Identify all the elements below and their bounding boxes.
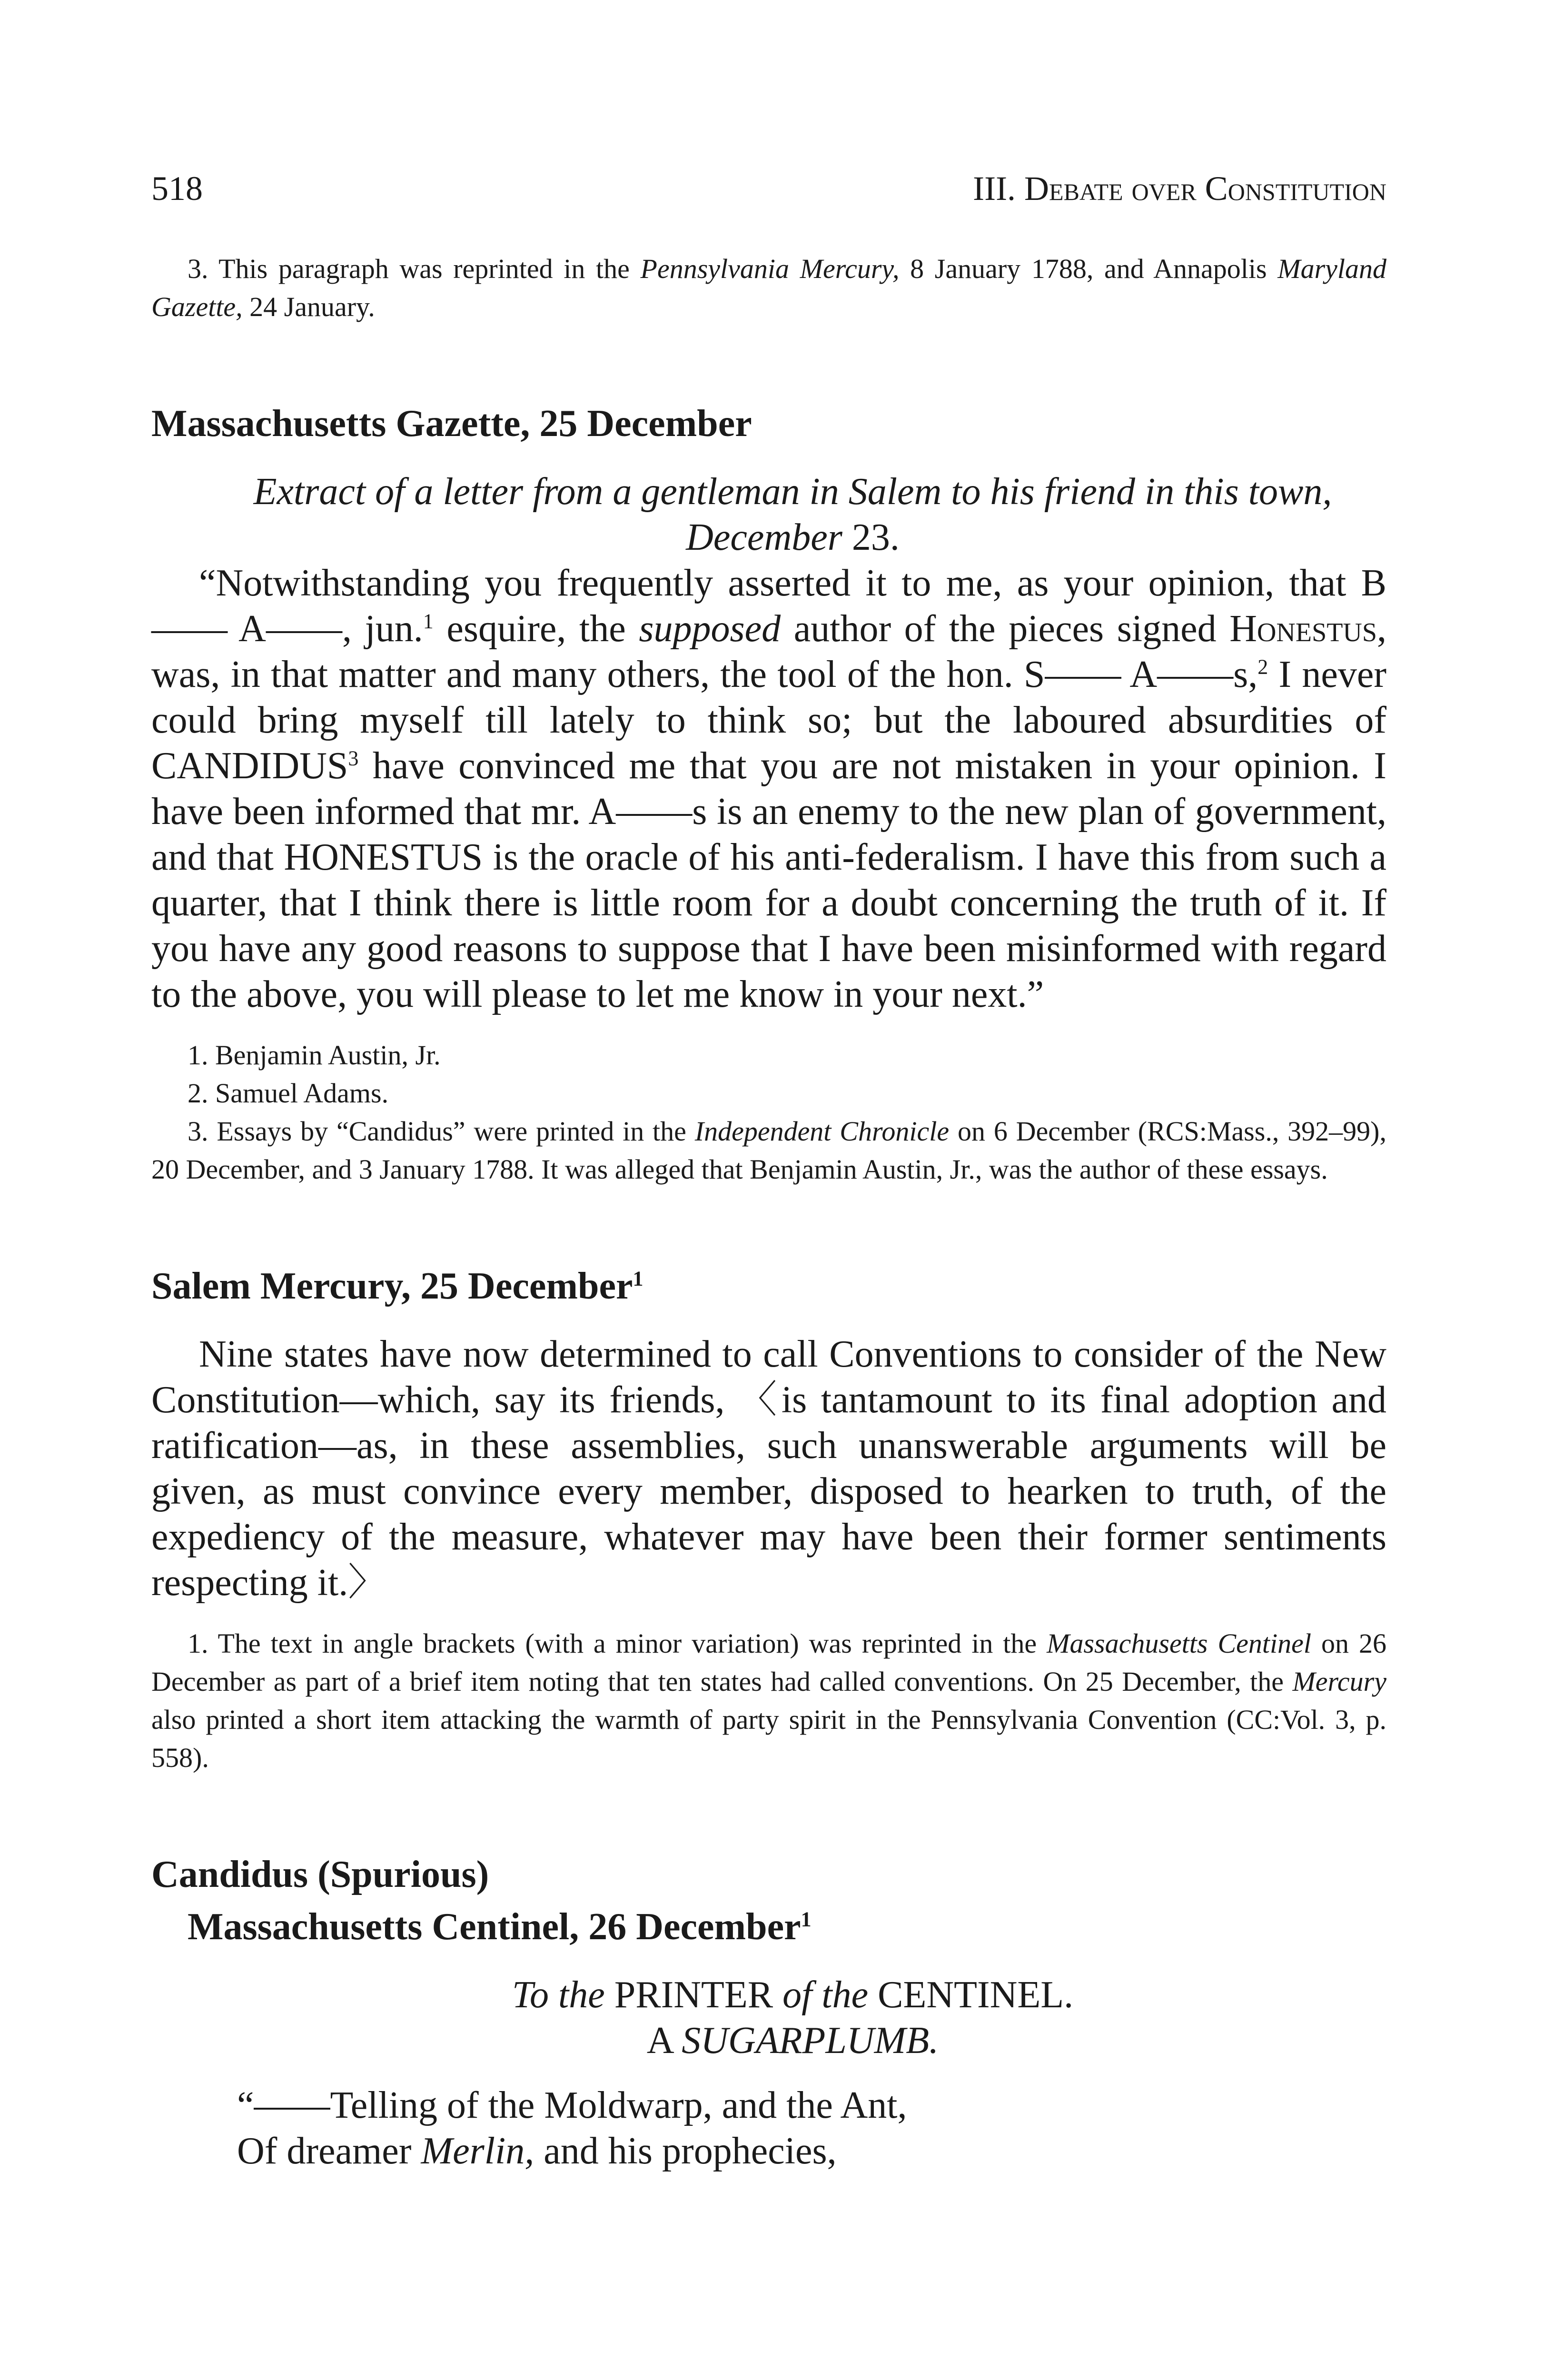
salem-mercury-footnote-1: 1. The text in angle brackets (with a minor variation) was reprinted in the Massachusetts Centinel on 26 December as part of a brief item noting that ten states had called conventions. On 25 December, the Mercury also printed a short item attacking the warmth of party spirit in the Pennsylvania Convention (CC:Vol. 3, p. 558). <box>151 1628 1386 1773</box>
salem-mercury-paragraph: Nine states have now determined to call Conventions to consider of the New Constitution—which, say its friends, 〈is tantamount to its final adoption and ratification—as, in these assemblies, such unanswerable arguments will be given, as must convince every member, disposed to hearken to truth, of the expediency of the measure, whatever may have been their former sentiments respecting it.〉 <box>151 1333 1386 1604</box>
section-heading-salem-mercury: Salem Mercury, 25 December$^1$ <box>151 1265 643 1307</box>
gazette-footnotes <box>151 1036 1386 1189</box>
section-heading-candidus: Candidus (Spurious) <box>151 1854 489 1895</box>
page-content <box>151 250 1386 2174</box>
letter-address: To the PRINTER of the CENTINEL. A SUGARPLUMB. <box>512 1974 1074 2062</box>
page-header <box>151 169 1386 217</box>
section-heading-massachusetts-gazette: Massachusetts Gazette, 25 December <box>151 403 752 445</box>
section-subheading-centinel: Massachusetts Centinel, 26 December$^1$ <box>188 1906 812 1948</box>
footnote-2: 2. Samuel Adams. <box>188 1078 389 1109</box>
running-head: III. Debate over Constitution <box>973 169 1386 208</box>
verse-line-2: Of dreamer Merlin, and his prophecies, <box>237 2130 837 2172</box>
footnote-3: 3. Essays by “Candidus” were printed in the Independent Chronicle on 6 December (RCS:Mass., 392–99), 20 December, and 3 January 1788. It was alleged that Benjamin Austin, Jr., was the author of these essays. <box>151 1116 1386 1185</box>
page-number: 518 <box>151 169 203 208</box>
extract-heading: Extract of a letter from a gentleman in Salem to his friend in this town, December 23. <box>253 471 1332 558</box>
prior-footnote-3: 3. This paragraph was reprinted in the Pennsylvania Mercury, 8 January 1788, and Annapolis Maryland Gazette, 24 January. <box>151 253 1387 322</box>
footnote-1: 1. Benjamin Austin, Jr. <box>188 1040 441 1071</box>
letter-paragraph: “Notwithstanding you frequently asserted it to me, as your opinion, that B—— A——, jun.$^1$ esquire, the supposed author of the pieces signed Honestus, was, in that matter and many others, the tool of the hon. S—— A——s,$^2$ I never could bring myself till lately to think so; but the laboured absurdities of CANDIDUS$^3$ have convinced me that you are not mistaken in your opinion. I have been informed that mr. A——s is an enemy to the new plan of government, and that HONESTUS is the oracle of his anti-federalism. I have this from such a quarter, that I think there is little room for a doubt concerning the truth of it. If you have any good reasons to suppose that I have been misinformed with regard to the above, you will please to let me know in your next.” <box>151 562 1387 1015</box>
verse-line-1: “——Telling of the Moldwarp, and the Ant, <box>237 2084 907 2126</box>
